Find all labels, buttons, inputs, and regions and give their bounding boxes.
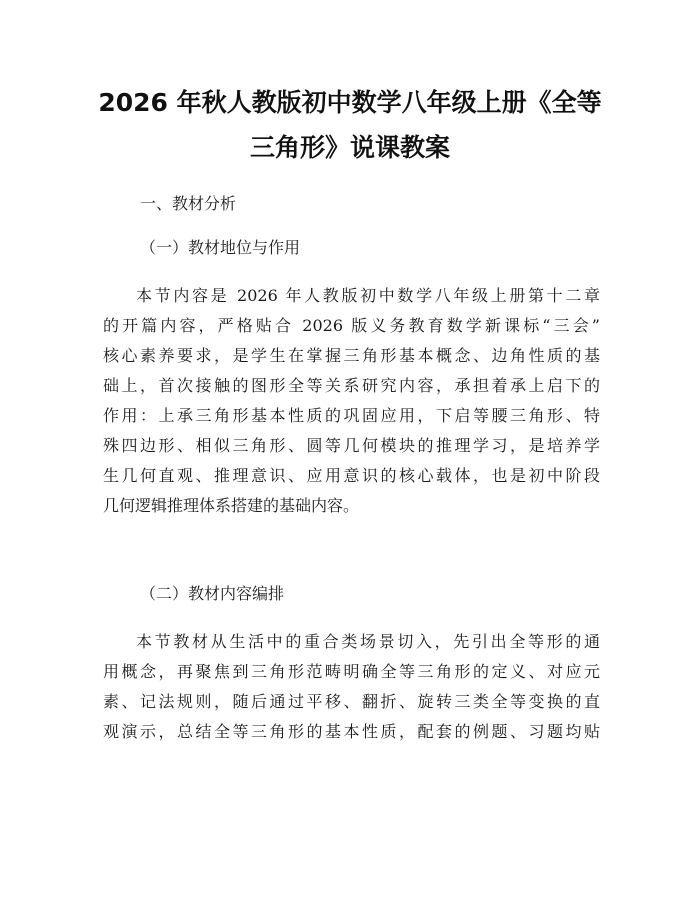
paragraph-line: 的开篇内容，严格贴合 2026 版义务教育数学新课标“三会”: [103, 316, 600, 335]
paragraph-line: 础上，首次接触的图形全等关系研究内容，承担着承上启下的: [103, 376, 600, 395]
document-title-line-1: 2026 年秋人教版初中数学八年级上册《全等: [98, 88, 602, 117]
subsection-heading-1: （一）教材地位与作用: [140, 238, 301, 257]
subsection-heading-2: （二）教材内容编排: [140, 584, 285, 603]
paragraph-line: 作用：上承三角形基本性质的巩固应用，下启等腰三角形、特: [103, 406, 600, 425]
paragraph-line: 本节教材从生活中的重合类场景切入，先引出全等形的通: [136, 632, 600, 651]
paragraph-line: 殊四边形、相似三角形、圆等几何模块的推理学习，是培养学: [103, 436, 600, 455]
paragraph-line: 几何逻辑推理体系搭建的基础内容。: [103, 496, 360, 515]
paragraph-2: [103, 627, 600, 747]
section-heading: 一、教材分析: [140, 194, 237, 213]
paragraph-line: 生几何直观、推理意识、应用意识的核心载体，也是初中阶段: [103, 466, 600, 485]
paragraph-line: 观演示，总结全等三角形的基本性质，配套的例题、习题均贴: [103, 722, 600, 741]
paragraph-line: 本节内容是 2026 年人教版初中数学八年级上册第十二章: [136, 286, 600, 305]
paragraph-1: [103, 281, 600, 521]
paragraph-line: 用概念，再聚焦到三角形范畴明确全等三角形的定义、对应元: [103, 662, 600, 681]
paragraph-line: 核心素养要求，是学生在掌握三角形基本概念、边角性质的基: [103, 346, 600, 365]
document-title-line-2: 三角形》说课教案: [249, 133, 450, 162]
paragraph-line: 素、记法规则，随后通过平移、翻折、旋转三类全等变换的直: [103, 692, 600, 711]
